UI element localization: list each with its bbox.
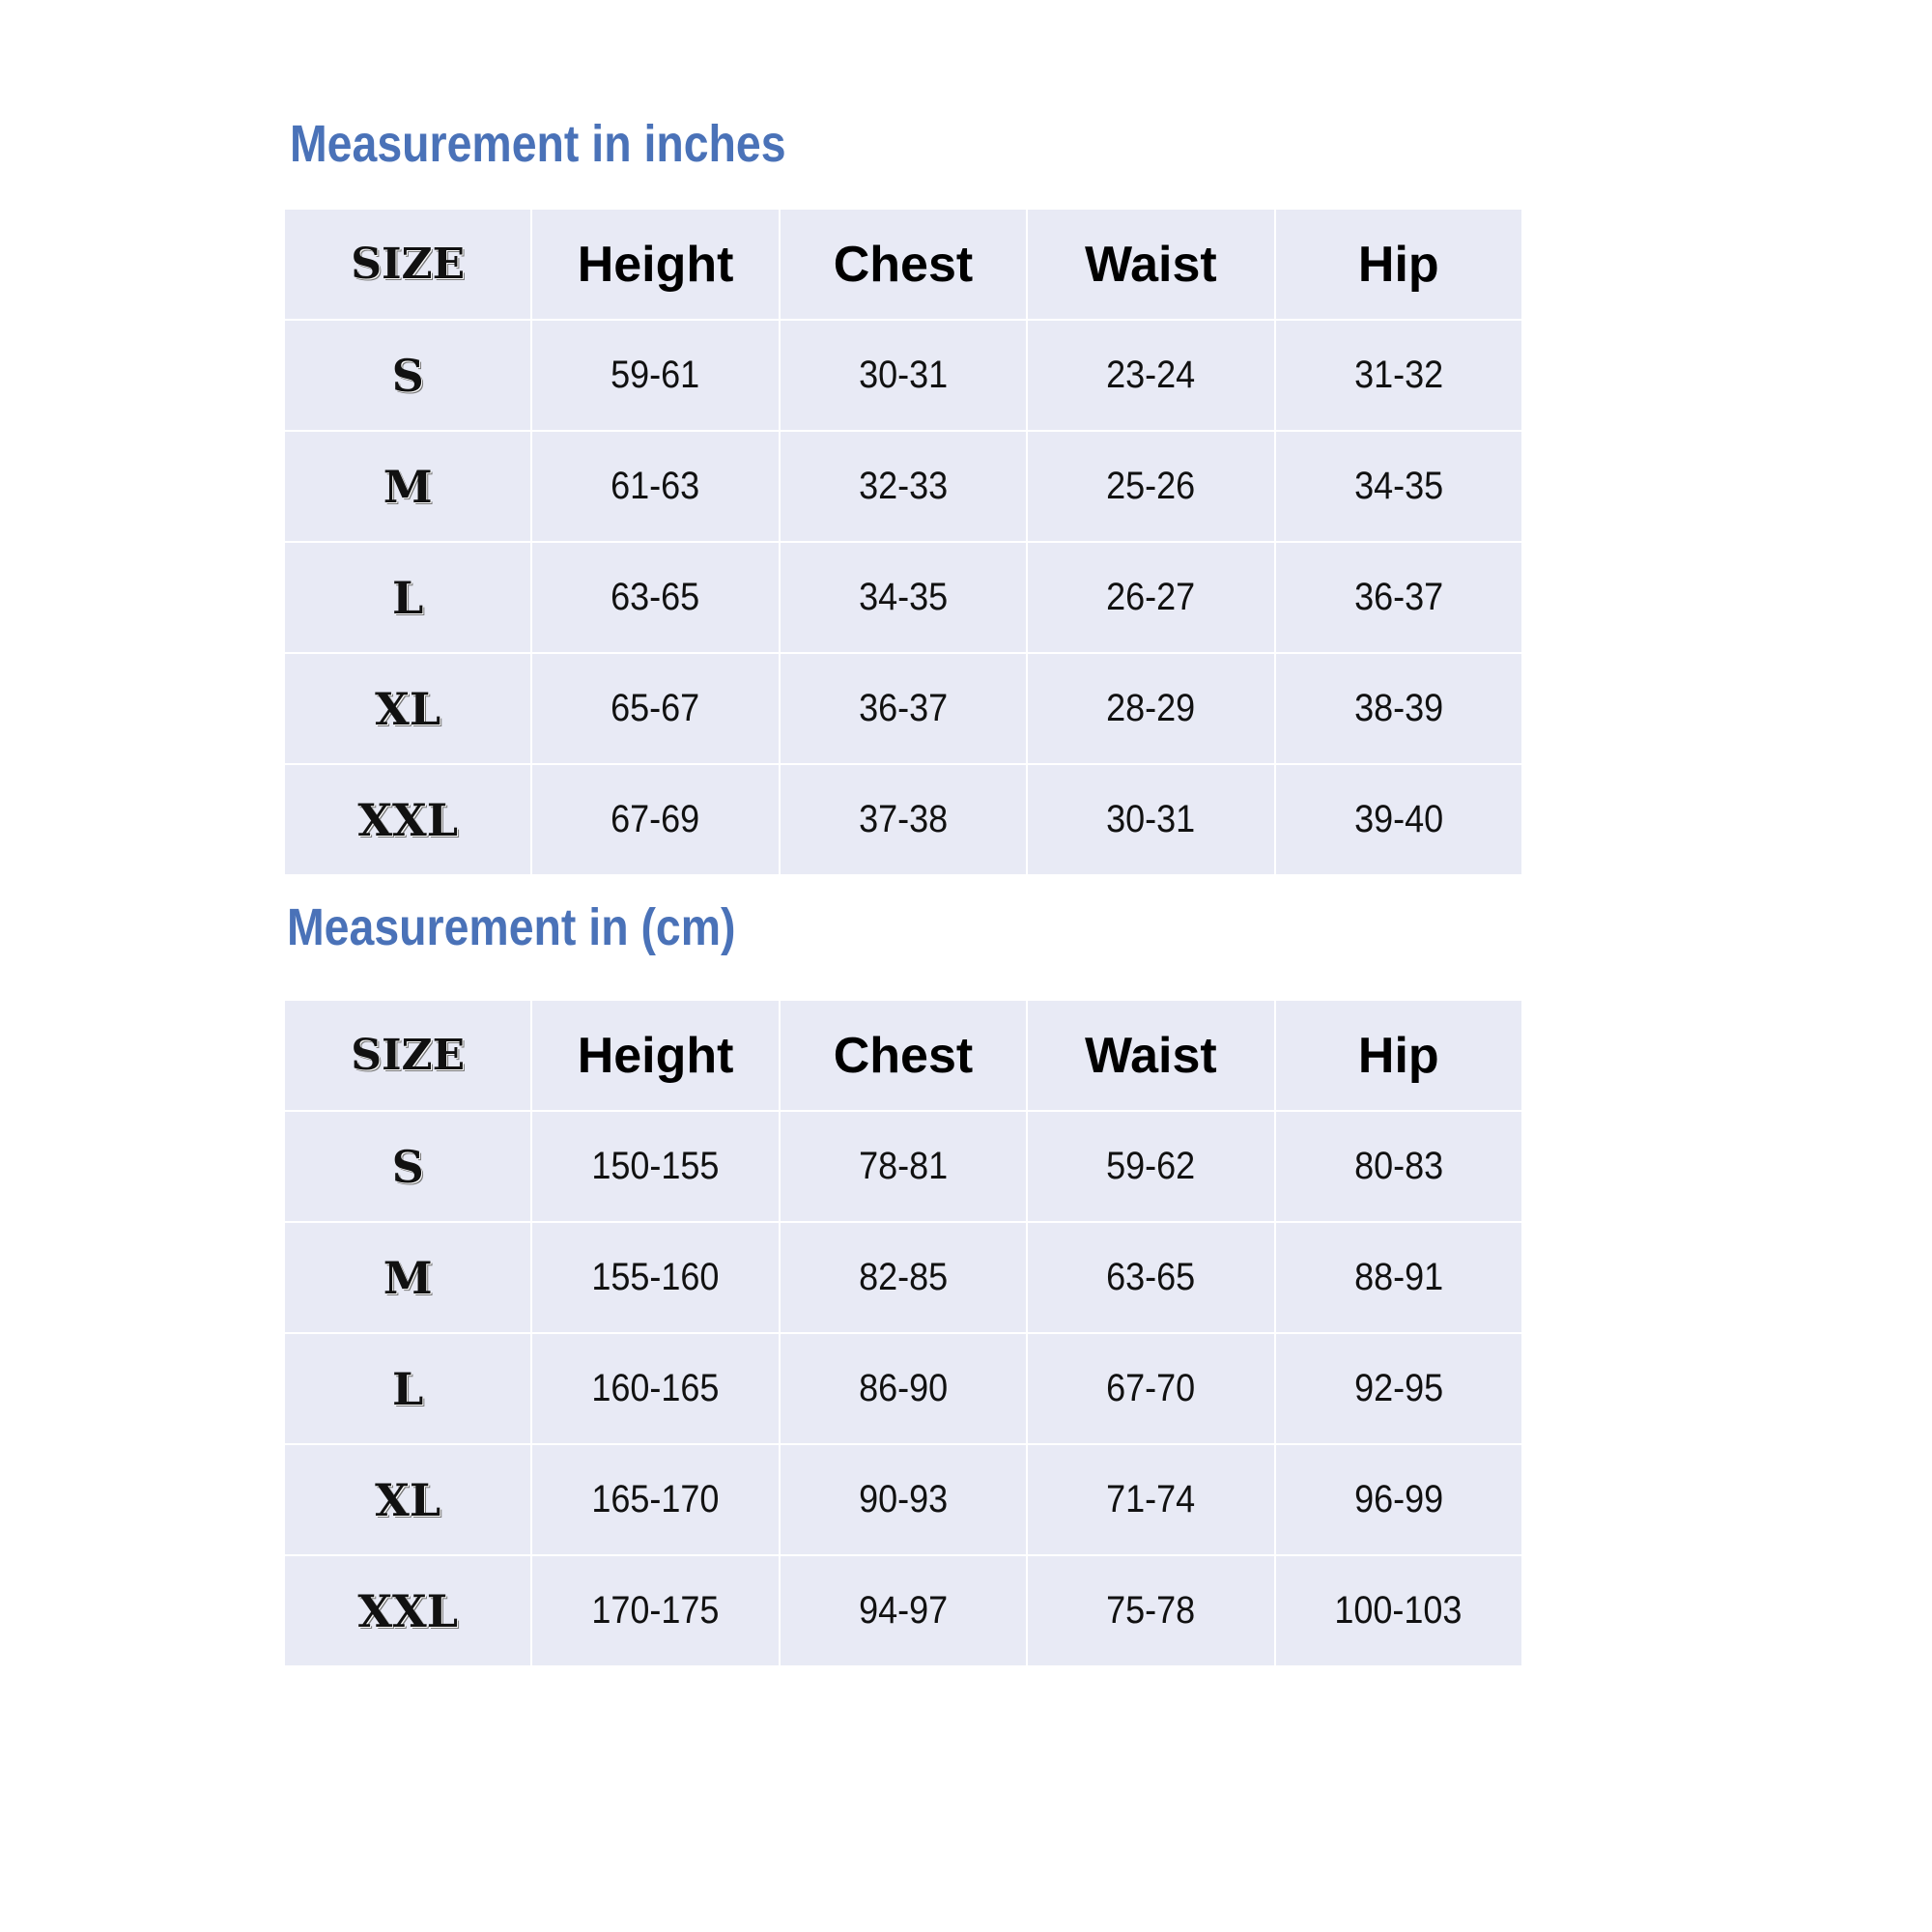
table-header-row xyxy=(285,210,1521,319)
waist-cell: 26-27 xyxy=(1028,543,1273,652)
section-title-cm: Measurement in (cm) xyxy=(287,898,736,956)
size-cell: S xyxy=(285,1112,530,1221)
size-cell: L xyxy=(285,543,530,652)
height-cell: 61-63 xyxy=(532,432,778,541)
chest-cell: 36-37 xyxy=(781,654,1026,763)
waist-cell: 59-62 xyxy=(1028,1112,1273,1221)
table-row xyxy=(285,1334,1521,1443)
size-cell: XL xyxy=(285,654,530,763)
column-header-size: SIZE xyxy=(285,1001,530,1110)
table-row xyxy=(285,1112,1521,1221)
table-row xyxy=(285,1445,1521,1554)
height-cell: 165-170 xyxy=(532,1445,778,1554)
chest-cell: 32-33 xyxy=(781,432,1026,541)
chest-cell: 94-97 xyxy=(781,1556,1026,1665)
column-header-chest: Chest xyxy=(781,210,1026,319)
waist-cell: 75-78 xyxy=(1028,1556,1273,1665)
hip-cell: 39-40 xyxy=(1276,765,1521,874)
size-cell: XXL xyxy=(285,1556,530,1665)
waist-cell: 67-70 xyxy=(1028,1334,1273,1443)
column-header-size: SIZE xyxy=(285,210,530,319)
hip-cell: 100-103 xyxy=(1276,1556,1521,1665)
size-cell: XXL xyxy=(285,765,530,874)
height-cell: 67-69 xyxy=(532,765,778,874)
hip-cell: 36-37 xyxy=(1276,543,1521,652)
table-row xyxy=(285,765,1521,874)
size-table-cm xyxy=(283,999,1523,1667)
chest-cell: 34-35 xyxy=(781,543,1026,652)
hip-cell: 80-83 xyxy=(1276,1112,1521,1221)
table-row xyxy=(285,543,1521,652)
chest-cell: 82-85 xyxy=(781,1223,1026,1332)
waist-cell: 63-65 xyxy=(1028,1223,1273,1332)
size-table-inches xyxy=(283,208,1523,876)
hip-cell: 88-91 xyxy=(1276,1223,1521,1332)
chest-cell: 90-93 xyxy=(781,1445,1026,1554)
column-header-hip: Hip xyxy=(1276,1001,1521,1110)
height-cell: 170-175 xyxy=(532,1556,778,1665)
size-cell: M xyxy=(285,432,530,541)
waist-cell: 25-26 xyxy=(1028,432,1273,541)
height-cell: 65-67 xyxy=(532,654,778,763)
chest-cell: 30-31 xyxy=(781,321,1026,430)
height-cell: 150-155 xyxy=(532,1112,778,1221)
table-row xyxy=(285,1223,1521,1332)
size-cell: M xyxy=(285,1223,530,1332)
hip-cell: 34-35 xyxy=(1276,432,1521,541)
column-header-height: Height xyxy=(532,1001,778,1110)
table-row xyxy=(285,1556,1521,1665)
hip-cell: 92-95 xyxy=(1276,1334,1521,1443)
waist-cell: 28-29 xyxy=(1028,654,1273,763)
size-cell: L xyxy=(285,1334,530,1443)
height-cell: 59-61 xyxy=(532,321,778,430)
size-cell: XL xyxy=(285,1445,530,1554)
size-cell: S xyxy=(285,321,530,430)
chest-cell: 86-90 xyxy=(781,1334,1026,1443)
column-header-height: Height xyxy=(532,210,778,319)
column-header-chest: Chest xyxy=(781,1001,1026,1110)
chest-cell: 37-38 xyxy=(781,765,1026,874)
hip-cell: 38-39 xyxy=(1276,654,1521,763)
column-header-waist: Waist xyxy=(1028,1001,1273,1110)
hip-cell: 31-32 xyxy=(1276,321,1521,430)
table-row xyxy=(285,432,1521,541)
height-cell: 63-65 xyxy=(532,543,778,652)
table-row xyxy=(285,654,1521,763)
waist-cell: 23-24 xyxy=(1028,321,1273,430)
hip-cell: 96-99 xyxy=(1276,1445,1521,1554)
column-header-waist: Waist xyxy=(1028,210,1273,319)
waist-cell: 30-31 xyxy=(1028,765,1273,874)
height-cell: 155-160 xyxy=(532,1223,778,1332)
height-cell: 160-165 xyxy=(532,1334,778,1443)
table-row xyxy=(285,321,1521,430)
column-header-hip: Hip xyxy=(1276,210,1521,319)
section-title-inches: Measurement in inches xyxy=(290,115,786,173)
chest-cell: 78-81 xyxy=(781,1112,1026,1221)
table-header-row xyxy=(285,1001,1521,1110)
waist-cell: 71-74 xyxy=(1028,1445,1273,1554)
